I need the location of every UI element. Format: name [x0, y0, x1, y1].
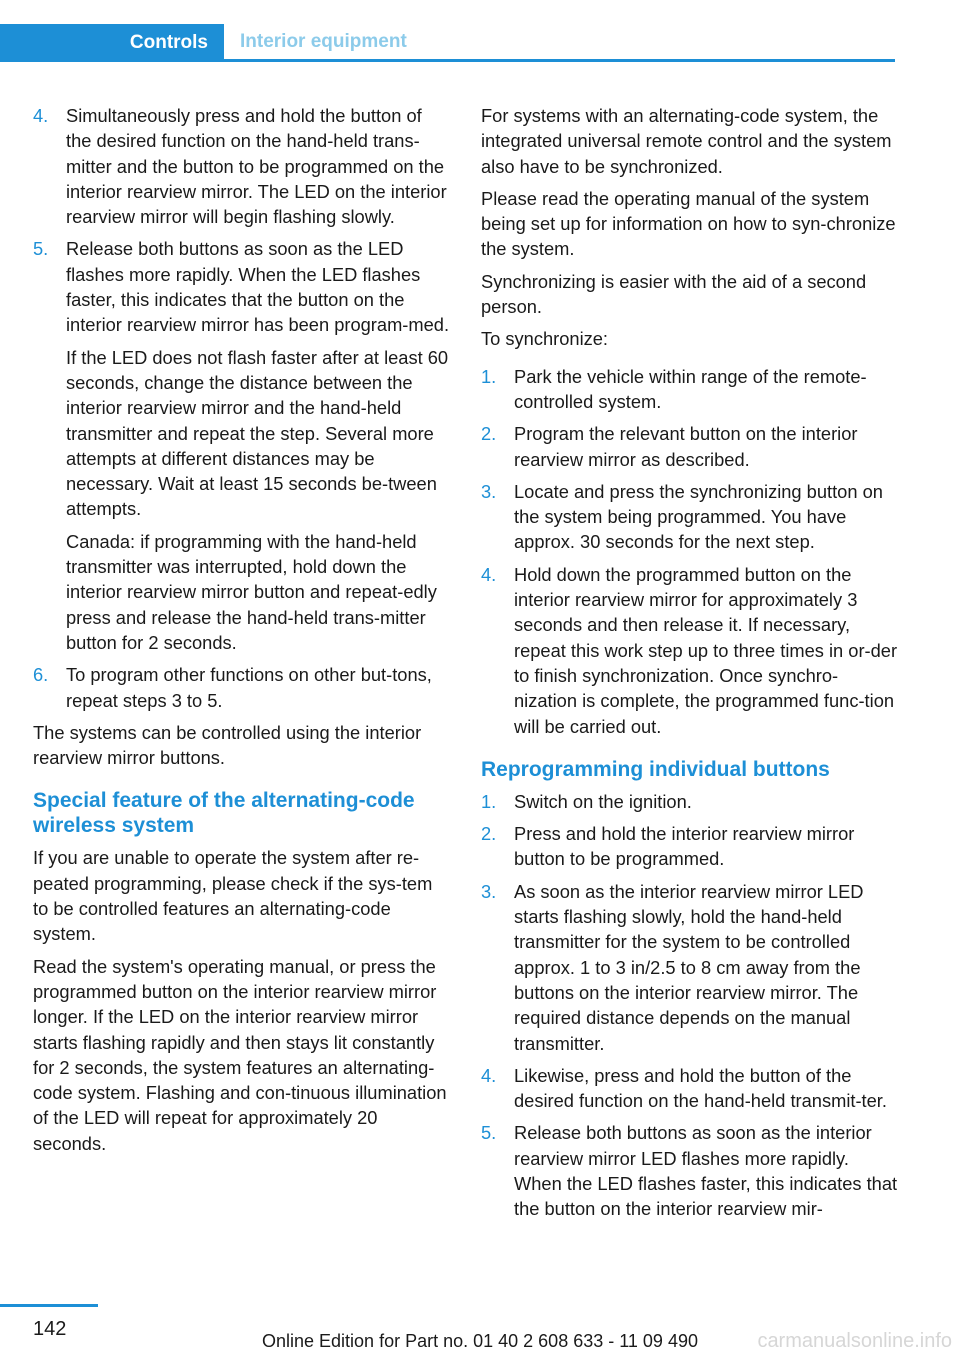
step-number: 5.	[33, 238, 49, 260]
step-text: Switch on the ignition.	[514, 790, 692, 812]
footer-rule	[0, 1304, 98, 1307]
edition-note: Online Edition for Part no. 01 40 2 608 633 - 11 09 490	[262, 1331, 698, 1351]
list-item	[481, 1063, 898, 1114]
list-item	[481, 821, 898, 872]
header-rule	[0, 59, 895, 62]
step-number: 4.	[33, 105, 49, 126]
step-text: Program the relevant button on the interior rearview mirror as described.	[514, 423, 858, 470]
section-heading: Reprogramming individual buttons	[481, 757, 830, 781]
step-number: 4.	[481, 563, 497, 585]
step-number: 6.	[33, 664, 49, 686]
body-paragraph: If you are unable to operate the system after re-peated programming, please check if the sys-tem to be controlled features an alternating-code system.	[33, 847, 433, 945]
list-item	[481, 562, 898, 739]
left-column	[33, 103, 450, 1163]
step-text: Canada: if programming with the hand-held transmitter was interrupted, hold down the interior rearview mirror button and repeat-edly press and release the hand-held trans-mitter button for 2 seconds.	[66, 530, 437, 653]
list-item	[33, 103, 450, 229]
subsection-tab-interior-equipment: Interior equipment	[240, 31, 407, 52]
step-text: Hold down the programmed button on the interior rearview mirror for approximately 3 seconds and then release it. If necessary, repeat this work step up to three times in or-der to finish synchronization. Once synchro-nization is complete, the programmed func-tion will be carried out.	[514, 563, 898, 737]
list-item	[481, 364, 898, 415]
body-paragraph: For systems with an alternating-code system, the integrated universal remote control and the system also have to be synchronized.	[481, 105, 892, 177]
body-paragraph: To synchronize:	[481, 328, 609, 350]
page-number: 142	[33, 1318, 67, 1340]
step-text: Release both buttons as soon as the interior rearview mirror LED flashes more rapidly. When the LED flashes faster, this indicates that the button on the interior rearview mir-	[514, 1122, 898, 1220]
step-text: Press and hold the interior rearview mirror button to be programmed.	[514, 823, 855, 870]
step-text: As soon as the interior rearview mirror LED starts flashing slowly, hold the hand-held transmitter for the system to be controlled approx. 1 to 3 in/2.5 to 8 cm away from the buttons on the interior rearview mirror. The required distance depends on the manual transmitter.	[514, 880, 864, 1054]
page-header	[0, 24, 895, 62]
step-number: 1.	[481, 790, 497, 812]
body-paragraph: The systems can be controlled using the interior rearview mirror buttons.	[33, 721, 422, 769]
step-text: Release both buttons as soon as the LED flashes more rapidly. When the LED flashes faster, this indicates that the button on the interior rearview mirror has been program-med.	[66, 238, 450, 336]
step-number: 3.	[481, 480, 497, 502]
step-number: 4.	[481, 1064, 497, 1086]
section-tab-controls: Controls	[0, 24, 224, 62]
body-paragraph: Synchronizing is easier with the aid of a second person.	[481, 270, 867, 318]
step-number: 5.	[481, 1122, 497, 1144]
step-number: 1.	[481, 365, 497, 387]
step-text: To program other functions on other but-tons, repeat steps 3 to 5.	[66, 664, 432, 711]
list-item	[481, 789, 898, 814]
step-number: 2.	[481, 823, 497, 845]
step-number: 2.	[481, 423, 497, 445]
step-text: Simultaneously press and hold the button of the desired function on the hand-held trans-mitter and the button to be programmed on the interior rearview mirror. The LED on the interior rearview mirror will begin flashing slowly.	[66, 105, 447, 228]
list-item	[33, 662, 450, 713]
list-item	[481, 1120, 898, 1221]
body-paragraph: Please read the operating manual of the system being set up for information on how to syn-chronize the system.	[481, 187, 896, 260]
list-item	[33, 236, 450, 655]
watermark: carmanualsonline.info	[757, 1330, 952, 1352]
list-item	[481, 479, 898, 555]
step-number: 3.	[481, 880, 497, 902]
right-column	[481, 103, 898, 1229]
step-text: Park the vehicle within range of the remote-controlled system.	[514, 365, 867, 412]
body-paragraph: Read the system's operating manual, or press the programmed button on the interior rearview mirror longer. If the LED on the interior rearview mirror starts flashing rapidly and then stays lit constantly for 2 seconds, the system features an alternating-code system. Flashing and con-tinuous illumination of the LED will repeat for approximately 20 seconds.	[33, 955, 447, 1154]
step-text: Locate and press the synchronizing button on the system being programmed. You have approx. 30 seconds for the next step.	[514, 480, 883, 553]
list-item	[481, 421, 898, 472]
step-text: Likewise, press and hold the button of the desired function on the hand-held transmit-ter.	[514, 1064, 887, 1112]
list-item	[481, 879, 898, 1056]
step-text: If the LED does not flash faster after at least 60 seconds, change the distance between the interior rearview mirror and the hand-held transmitter and repeat the step. Several more attempts at different distances may be necessary. Wait at least 15 seconds be-tween attempts.	[66, 346, 449, 520]
section-heading: Special feature of the alternating-code wireless system	[33, 789, 415, 838]
